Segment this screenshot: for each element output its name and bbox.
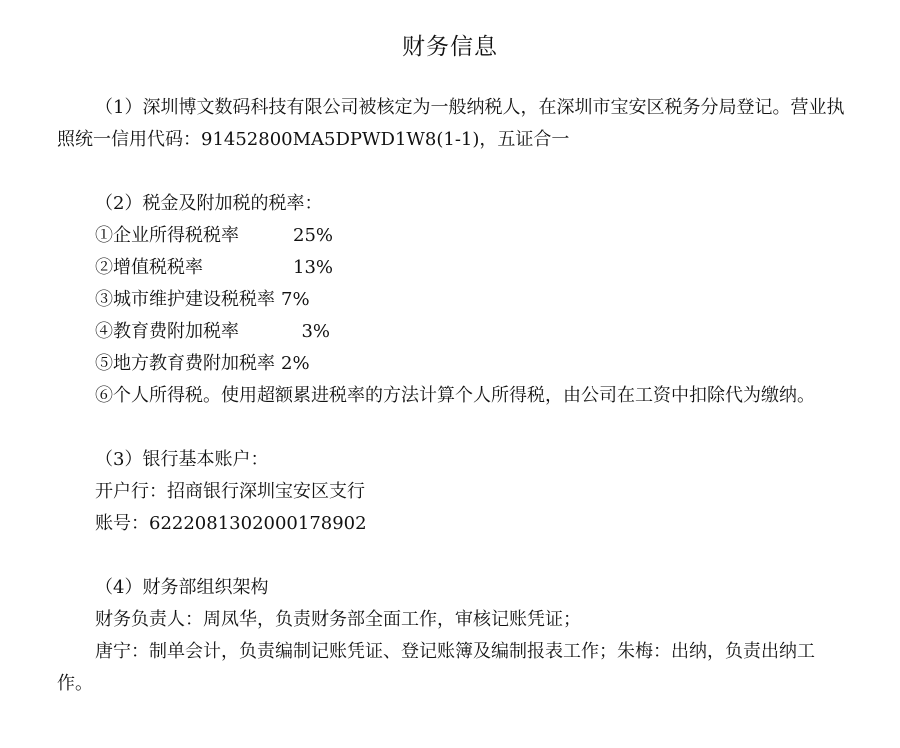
rate-value: 7% [281,289,310,310]
section-2-heading: （2）税金及附加税的税率： [95,193,323,214]
section-3-heading: （3）银行基本账户： [95,449,269,470]
rate-value: 13% [293,257,334,278]
rate-row-4 [57,316,847,348]
spacer [57,156,847,188]
page-title: 财务信息 [402,34,498,60]
section-1-paragraph: （1）深圳博文数码科技有限公司被核定为一般纳税人，在深圳市宝安区税务分局登记。营业执照统一信用代码：91452800MA5DPWD1W8(1-1)，五证合一 [57,97,845,150]
rate-row-5 [57,348,847,380]
rate-name: ③城市维护建设税税率 [95,289,275,310]
rate-row-3 [57,284,847,316]
spacer [57,540,847,572]
bank-name: 开户行：招商银行深圳宝安区支行 [95,481,365,502]
bank-account: 账号：6222081302000178902 [95,513,367,534]
rate-row-1 [57,220,847,252]
rate-value: 25% [293,225,334,246]
document-body [57,92,847,700]
rate-value: 3% [301,321,330,342]
section-4-heading: （4）财务部组织架构 [95,577,269,598]
rate-name: ②增值税税率 [95,257,203,278]
finance-manager-line: 财务负责人：周凤华，负责财务部全面工作，审核记账凭证； [95,609,581,630]
rate-name: ⑤地方教育费附加税率 [95,353,275,374]
rate-row-2 [57,252,847,284]
spacer [57,412,847,444]
section-2-note: ⑥个人所得税。使用超额累进税率的方法计算个人所得税，由公司在工资中扣除代为缴纳。 [95,385,815,406]
rate-name: ①企业所得税税率 [95,225,239,246]
staff-duties-paragraph: 唐宁：制单会计，负责编制记账凭证、登记账簿及编制报表工作；朱梅：出纳，负责出纳工作。 [57,641,815,694]
rate-value: 2% [281,353,310,374]
rate-name: ④教育费附加税率 [95,321,239,342]
